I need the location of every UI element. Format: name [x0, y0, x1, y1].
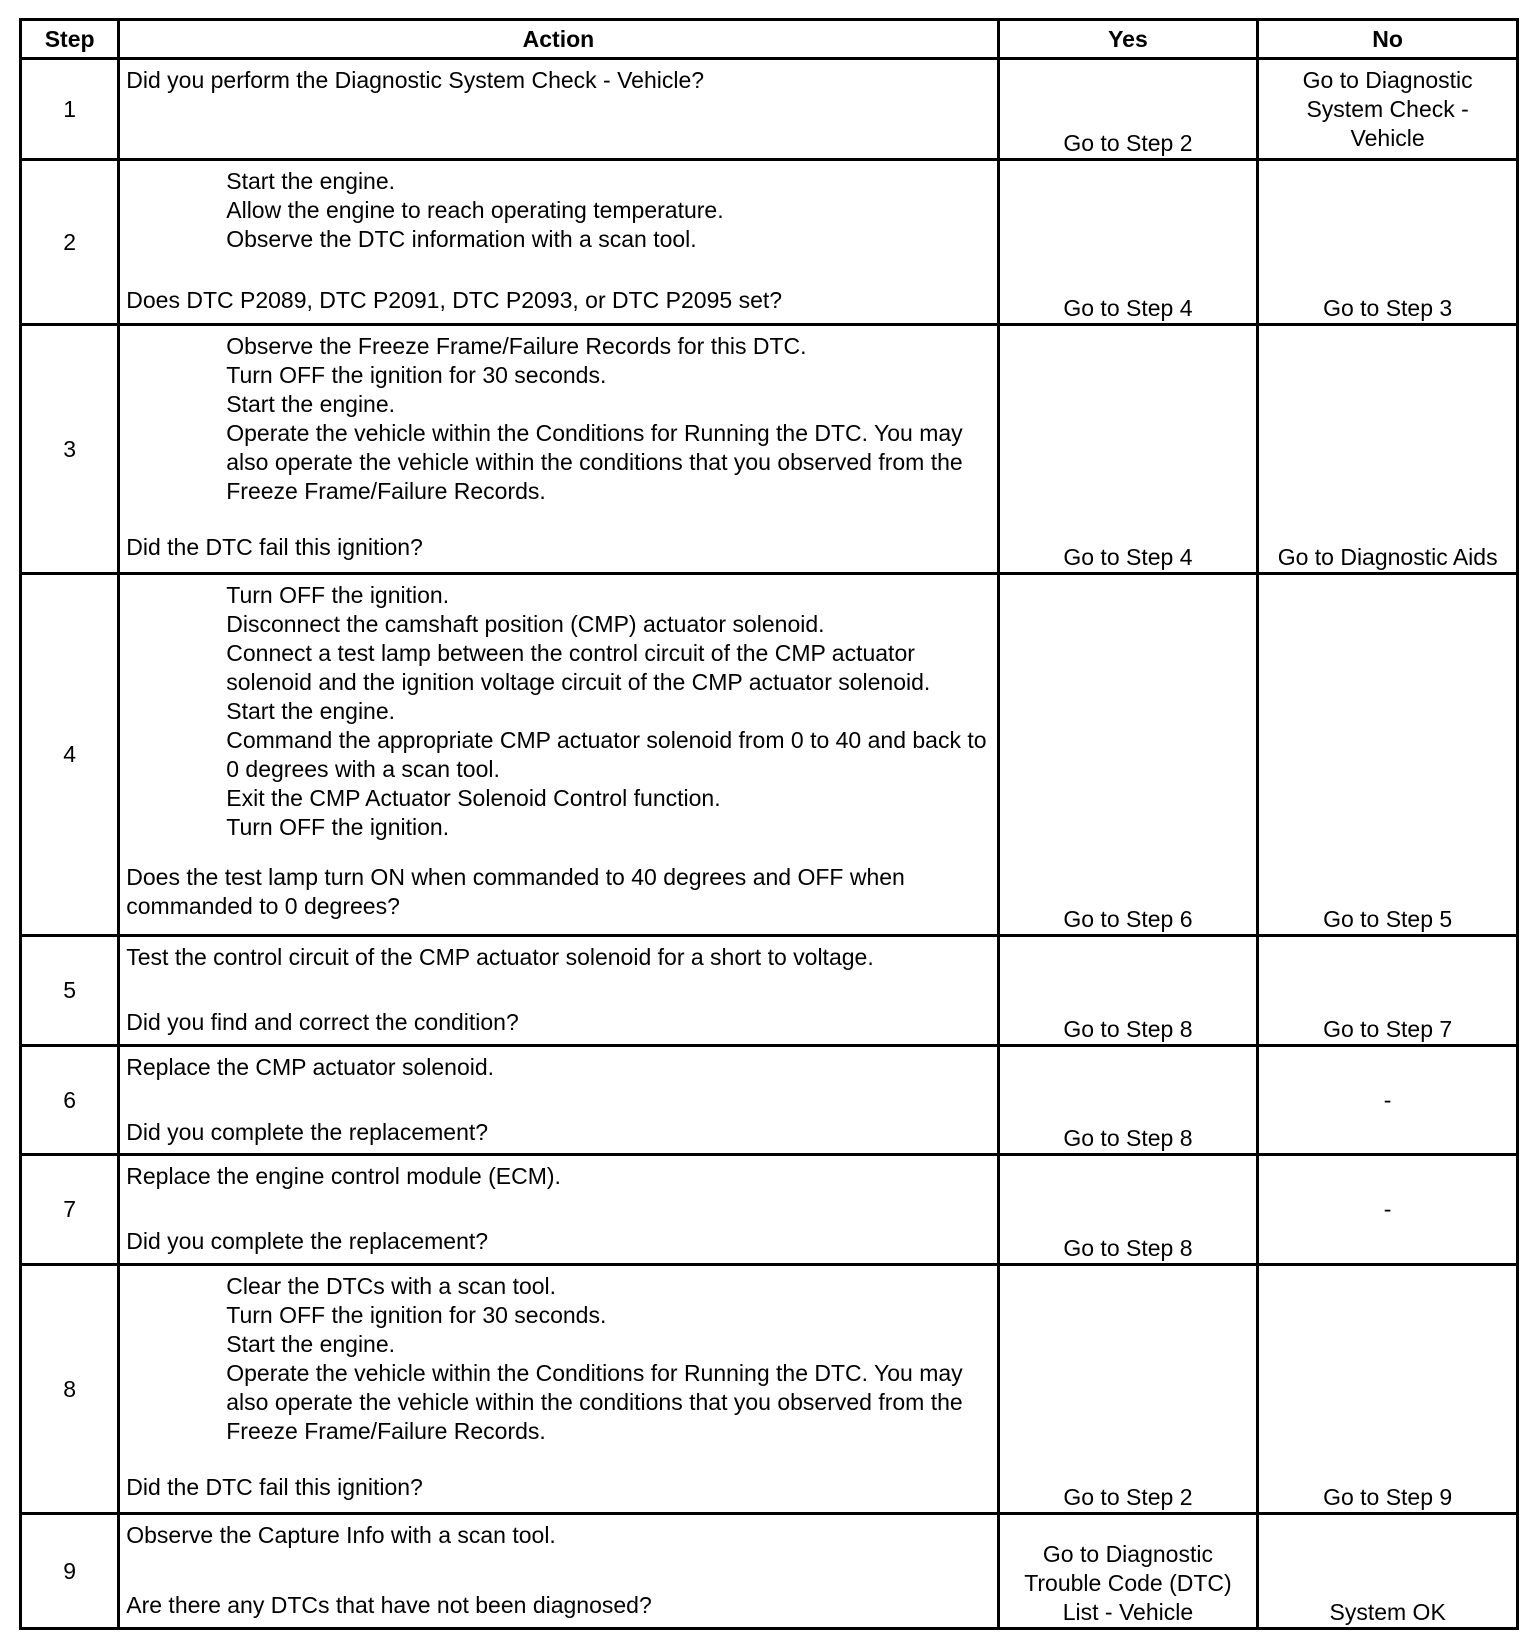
instruction-item: Observe the Freeze Frame/Failure Records for this DTC. [226, 333, 807, 360]
table-row [21, 325, 1518, 574]
yes-result: Go to Step 2 [1063, 1484, 1193, 1511]
yes-cell [998, 59, 1258, 160]
action-cell [119, 936, 998, 1046]
spacer [126, 254, 990, 286]
action-cell [119, 1155, 998, 1265]
step-number: 3 [21, 325, 119, 574]
instruction-item: Start the engine. [226, 168, 396, 195]
yes-result: Go to Step 4 [1063, 544, 1193, 571]
spacer [126, 1550, 990, 1591]
no-cell [1258, 1265, 1518, 1514]
yes-result: Go to Step 2 [1063, 130, 1193, 157]
action-cell [119, 59, 998, 160]
no-cell [1258, 936, 1518, 1046]
action-cell [119, 1045, 998, 1155]
question-text: Does the test lamp turn ON when commanded to 40 degrees and OFF when commanded to 0 degrees? [126, 864, 905, 920]
instruction-item: Turn OFF the ignition for 30 seconds. [226, 1302, 607, 1329]
action-text: Observe the Capture Info with a scan tool. [126, 1522, 556, 1549]
no-cell [1258, 325, 1518, 574]
yes-result: Go to Step 4 [1063, 295, 1193, 322]
table-row [21, 160, 1518, 325]
step-number: 4 [21, 574, 119, 936]
action-text: Replace the engine control module (ECM). [126, 1163, 561, 1190]
spacer [126, 842, 990, 863]
yes-result: Go to Step 8 [1063, 1015, 1193, 1042]
question-text: Did the DTC fail this ignition? [126, 534, 423, 561]
action-cell [119, 160, 998, 325]
header-no: No [1258, 20, 1518, 59]
yes-result-line: Trouble Code (DTC) [1024, 1570, 1232, 1596]
no-result-line: Go to Step 9 [1323, 1484, 1453, 1511]
action-cell [119, 574, 998, 936]
instruction-item: Disconnect the camshaft position (CMP) actuator solenoid. [226, 611, 825, 638]
step-number: 1 [21, 59, 119, 160]
no-cell [1258, 59, 1518, 160]
step-number: 2 [21, 160, 119, 325]
question-text: Did you complete the replacement? [126, 1118, 489, 1145]
yes-result: Go to Step 6 [1063, 906, 1193, 933]
question-text: Did the DTC fail this ignition? [126, 1474, 423, 1501]
instruction-item: Start the engine. [226, 698, 396, 725]
instruction-item: Connect a test lamp between the control circuit of the CMP actuator solenoid and the ignition voltage circuit of the CMP actuator solenoid. [226, 640, 931, 696]
instruction-item: Operate the vehicle within the Conditions for Running the DTC. You may also operate the vehicle within the conditions that you observed from the Freeze Frame/Failure Records. [226, 420, 963, 505]
question-text: Does DTC P2089, DTC P2091, DTC P2093, or DTC P2095 set? [126, 287, 783, 314]
spacer [126, 506, 990, 533]
action-text: Test the control circuit of the CMP actuator solenoid for a short to voltage. [126, 944, 874, 971]
spacer [126, 1082, 990, 1118]
no-result-line: Go to Diagnostic Aids [1277, 544, 1498, 571]
yes-cell [998, 1155, 1258, 1265]
instruction-item: Turn OFF the ignition for 30 seconds. [226, 362, 607, 389]
yes-cell [998, 1045, 1258, 1155]
table-row [21, 1045, 1518, 1155]
step-number: 8 [21, 1265, 119, 1514]
no-result-line: Go to Step 3 [1323, 295, 1453, 322]
diagnostic-table [19, 18, 1519, 1630]
no-result-line: System Check - [1306, 96, 1469, 122]
instruction-item: Start the engine. [226, 391, 396, 418]
yes-result: Go to Step 8 [1063, 1125, 1193, 1152]
step-number: 6 [21, 1045, 119, 1155]
yes-cell [998, 325, 1258, 574]
question-text: Did you complete the replacement? [126, 1228, 489, 1255]
instruction-item: Start the engine. [226, 1331, 396, 1358]
table-row [21, 1155, 1518, 1265]
table-row [21, 59, 1518, 160]
action-text: Did you perform the Diagnostic System Check - Vehicle? [126, 67, 705, 93]
table-row [21, 574, 1518, 936]
step-number: 5 [21, 936, 119, 1046]
spacer [126, 1446, 990, 1473]
action-cell [119, 1514, 998, 1629]
instruction-item: Turn OFF the ignition. [226, 582, 450, 609]
yes-cell [998, 1265, 1258, 1514]
instruction-item: Command the appropriate CMP actuator solenoid from 0 to 40 and back to 0 degrees with a scan tool. [226, 727, 987, 783]
no-cell [1258, 1514, 1518, 1629]
spacer [126, 1191, 990, 1227]
question-text: Are there any DTCs that have not been diagnosed? [126, 1592, 652, 1619]
spacer [126, 972, 990, 1008]
yes-cell [998, 936, 1258, 1046]
action-cell [119, 325, 998, 574]
action-cell [119, 1265, 998, 1514]
table-row [21, 936, 1518, 1046]
no-result-line: Go to Step 7 [1323, 1015, 1453, 1042]
no-cell [1258, 1045, 1518, 1155]
yes-result-line: Go to Diagnostic [1042, 1541, 1213, 1567]
no-result-line: System OK [1329, 1599, 1446, 1625]
instruction-item: Turn OFF the ignition. [226, 814, 450, 841]
instruction-item: Clear the DTCs with a scan tool. [226, 1273, 557, 1300]
table-row [21, 1514, 1518, 1629]
yes-cell [998, 160, 1258, 325]
question-text: Did you find and correct the condition? [126, 1009, 519, 1036]
no-cell [1258, 574, 1518, 936]
yes-result: Go to Step 8 [1063, 1235, 1193, 1262]
no-result-line: - [1383, 1086, 1392, 1113]
header-row [21, 20, 1518, 59]
table-body [21, 59, 1518, 1629]
header-yes: Yes [998, 20, 1258, 59]
instruction-item: Exit the CMP Actuator Solenoid Control function. [226, 785, 721, 812]
no-result-line: Go to Diagnostic [1302, 67, 1473, 93]
header-action: Action [119, 20, 998, 59]
instruction-item: Allow the engine to reach operating temperature. [226, 197, 724, 224]
instruction-item: Observe the DTC information with a scan tool. [226, 226, 697, 253]
instruction-item: Operate the vehicle within the Conditions for Running the DTC. You may also operate the vehicle within the conditions that you observed from the Freeze Frame/Failure Records. [226, 1360, 963, 1445]
no-cell [1258, 1155, 1518, 1265]
no-result-line: - [1383, 1196, 1392, 1223]
step-number: 9 [21, 1514, 119, 1629]
yes-cell [998, 1514, 1258, 1629]
no-cell [1258, 160, 1518, 325]
yes-result-line: List - Vehicle [1062, 1599, 1194, 1625]
header-step: Step [21, 20, 119, 59]
yes-cell [998, 574, 1258, 936]
table-row [21, 1265, 1518, 1514]
no-result-line: Vehicle [1350, 125, 1425, 151]
action-text: Replace the CMP actuator solenoid. [126, 1053, 495, 1080]
step-number: 7 [21, 1155, 119, 1265]
no-result-line: Go to Step 5 [1323, 906, 1453, 933]
